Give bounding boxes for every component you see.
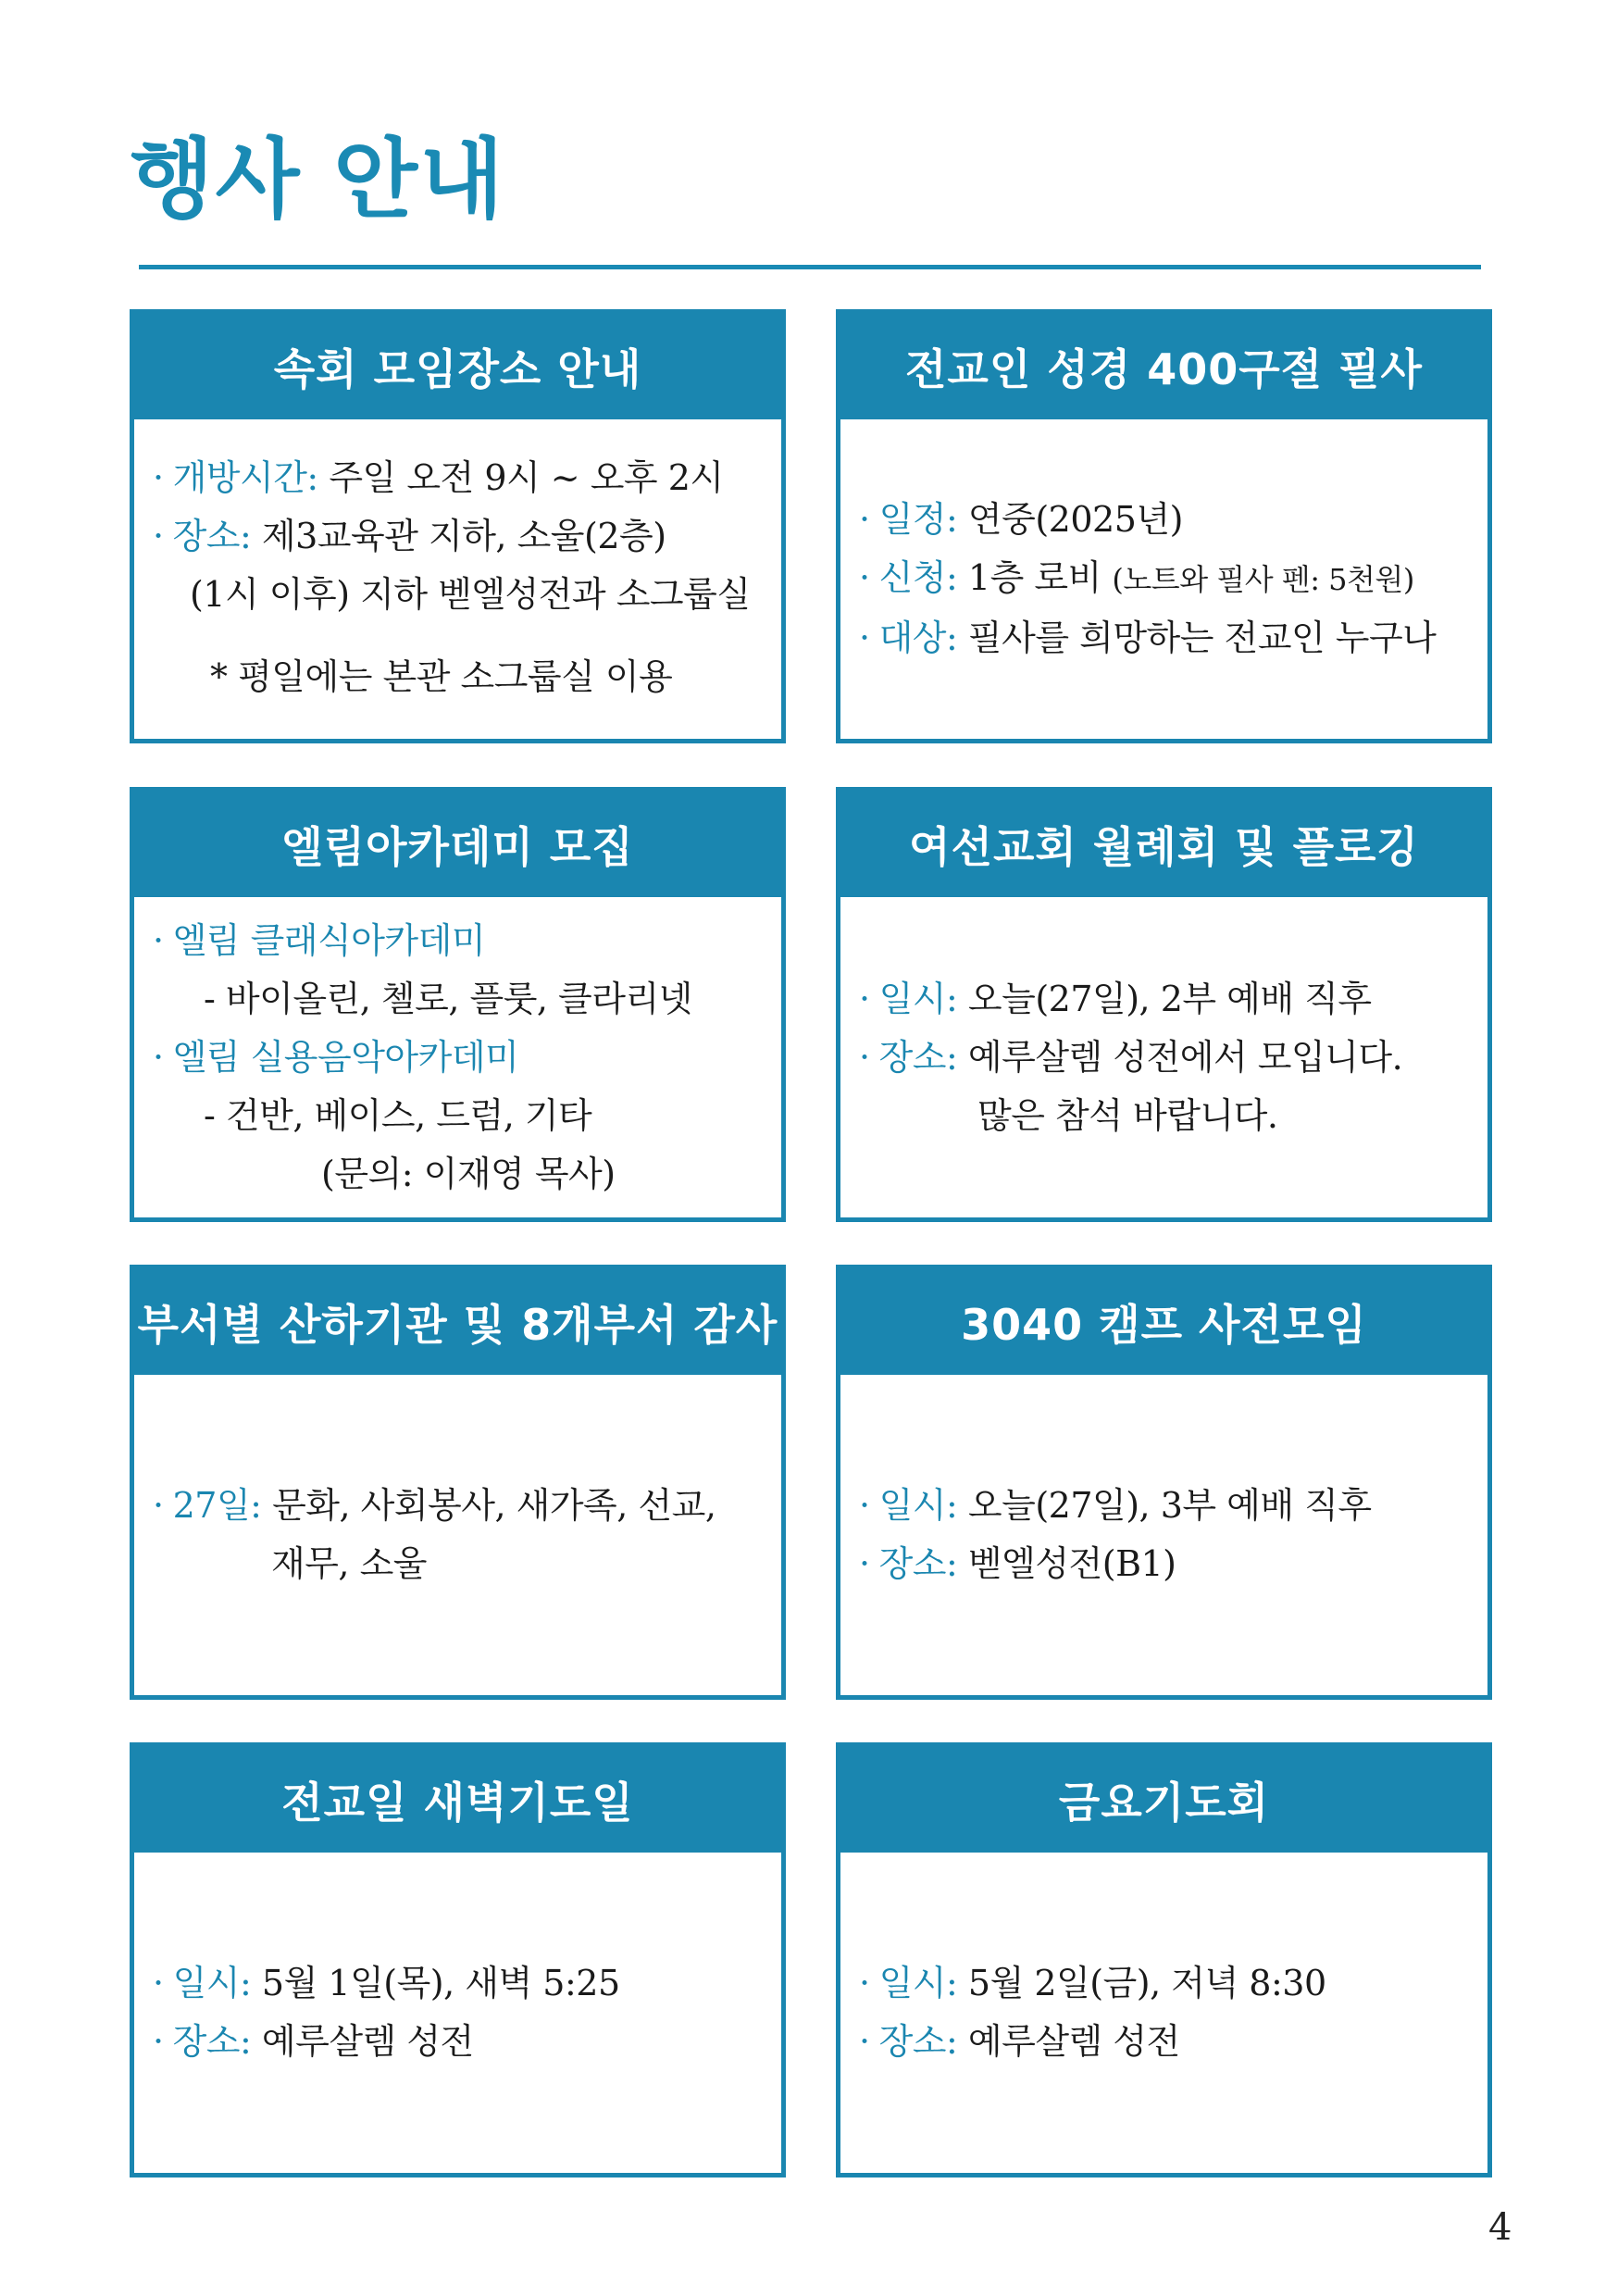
info-line: (문의: 이재영 목사) — [321, 1153, 616, 1194]
info-line: · 신청: 1층 로비 (노트와 필사 펜: 5천원) — [859, 557, 1414, 598]
info-line: · 장소: 예루살렘 성전에서 모입니다. — [859, 1036, 1403, 1078]
info-line: (1시 이후) 지하 벧엘성전과 소그룹실 — [190, 574, 751, 615]
info-line: - 바이올린, 첼로, 플룻, 클라리넷 — [204, 978, 692, 1019]
box-header: 여선교회 월례회 및 플로깅 — [840, 792, 1487, 897]
box-header: 전교일 새벽기도일 — [134, 1747, 781, 1853]
info-line: · 일시: 오늘(27일), 3부 예배 직후 — [859, 1485, 1372, 1526]
info-line: 재무, 소울 — [271, 1543, 427, 1584]
box-header: 부서별 산하기관 및 8개부서 감사 — [134, 1269, 781, 1375]
page-number: 4 — [1488, 2206, 1512, 2249]
dawn-prayer-box — [130, 1742, 786, 2177]
camp-premeeting-box — [836, 1265, 1492, 1700]
box-body — [840, 419, 1487, 739]
page-title: 행사 안내 — [130, 130, 505, 231]
info-line: · 일시: 5월 1일(목), 새벽 5:25 — [153, 1963, 620, 2003]
box-body — [134, 1853, 781, 2173]
info-line: · 장소: 제3교육관 지하, 소울(2층) — [153, 516, 666, 556]
info-line: · 일시: 오늘(27일), 2부 예배 직후 — [859, 978, 1372, 1019]
department-audit-box — [130, 1265, 786, 1700]
meeting-place-box — [130, 309, 786, 743]
info-line: 많은 참석 바랍니다. — [977, 1094, 1278, 1136]
box-header: 3040 캠프 사전모임 — [840, 1269, 1487, 1375]
info-line: · 장소: 예루살렘 성전 — [153, 2021, 474, 2062]
box-header: 속회 모임장소 안내 — [134, 314, 781, 419]
bible-transcription-box — [836, 309, 1492, 743]
box-body — [134, 1375, 781, 1695]
info-line: · 개방시간: 주일 오전 9시 ~ 오후 2시 — [153, 457, 724, 498]
info-line: · 장소: 예루살렘 성전 — [859, 2021, 1180, 2062]
womens-mission-box — [836, 787, 1492, 1222]
box-body — [134, 419, 781, 739]
box-body — [840, 1853, 1487, 2173]
box-body — [134, 897, 781, 1217]
info-line: · 대상: 필사를 희망하는 전교인 누구나 — [859, 618, 1437, 658]
friday-prayer-box — [836, 1742, 1492, 2177]
info-line: · 엘림 실용음악아카데미 — [153, 1036, 519, 1078]
box-body — [840, 1375, 1487, 1695]
info-line: · 장소: 벧엘성전(B1) — [859, 1543, 1176, 1584]
info-line: · 27일: 문화, 사회봉사, 새가족, 선교, — [153, 1485, 716, 1526]
info-line: - 건반, 베이스, 드럼, 기타 — [204, 1094, 592, 1136]
note-line: * 평일에는 본관 소그룹실 이용 — [210, 656, 673, 697]
info-line: · 일시: 5월 2일(금), 저녁 8:30 — [859, 1963, 1326, 2003]
elim-academy-box — [130, 787, 786, 1222]
info-line: · 일정: 연중(2025년) — [859, 499, 1183, 540]
box-header: 금요기도회 — [840, 1747, 1487, 1853]
box-header: 엘림아카데미 모집 — [134, 792, 781, 897]
box-header: 전교인 성경 400구절 필사 — [840, 314, 1487, 419]
info-line: · 엘림 클래식아카데미 — [153, 919, 486, 961]
box-body — [840, 897, 1487, 1217]
title-divider — [139, 265, 1481, 269]
